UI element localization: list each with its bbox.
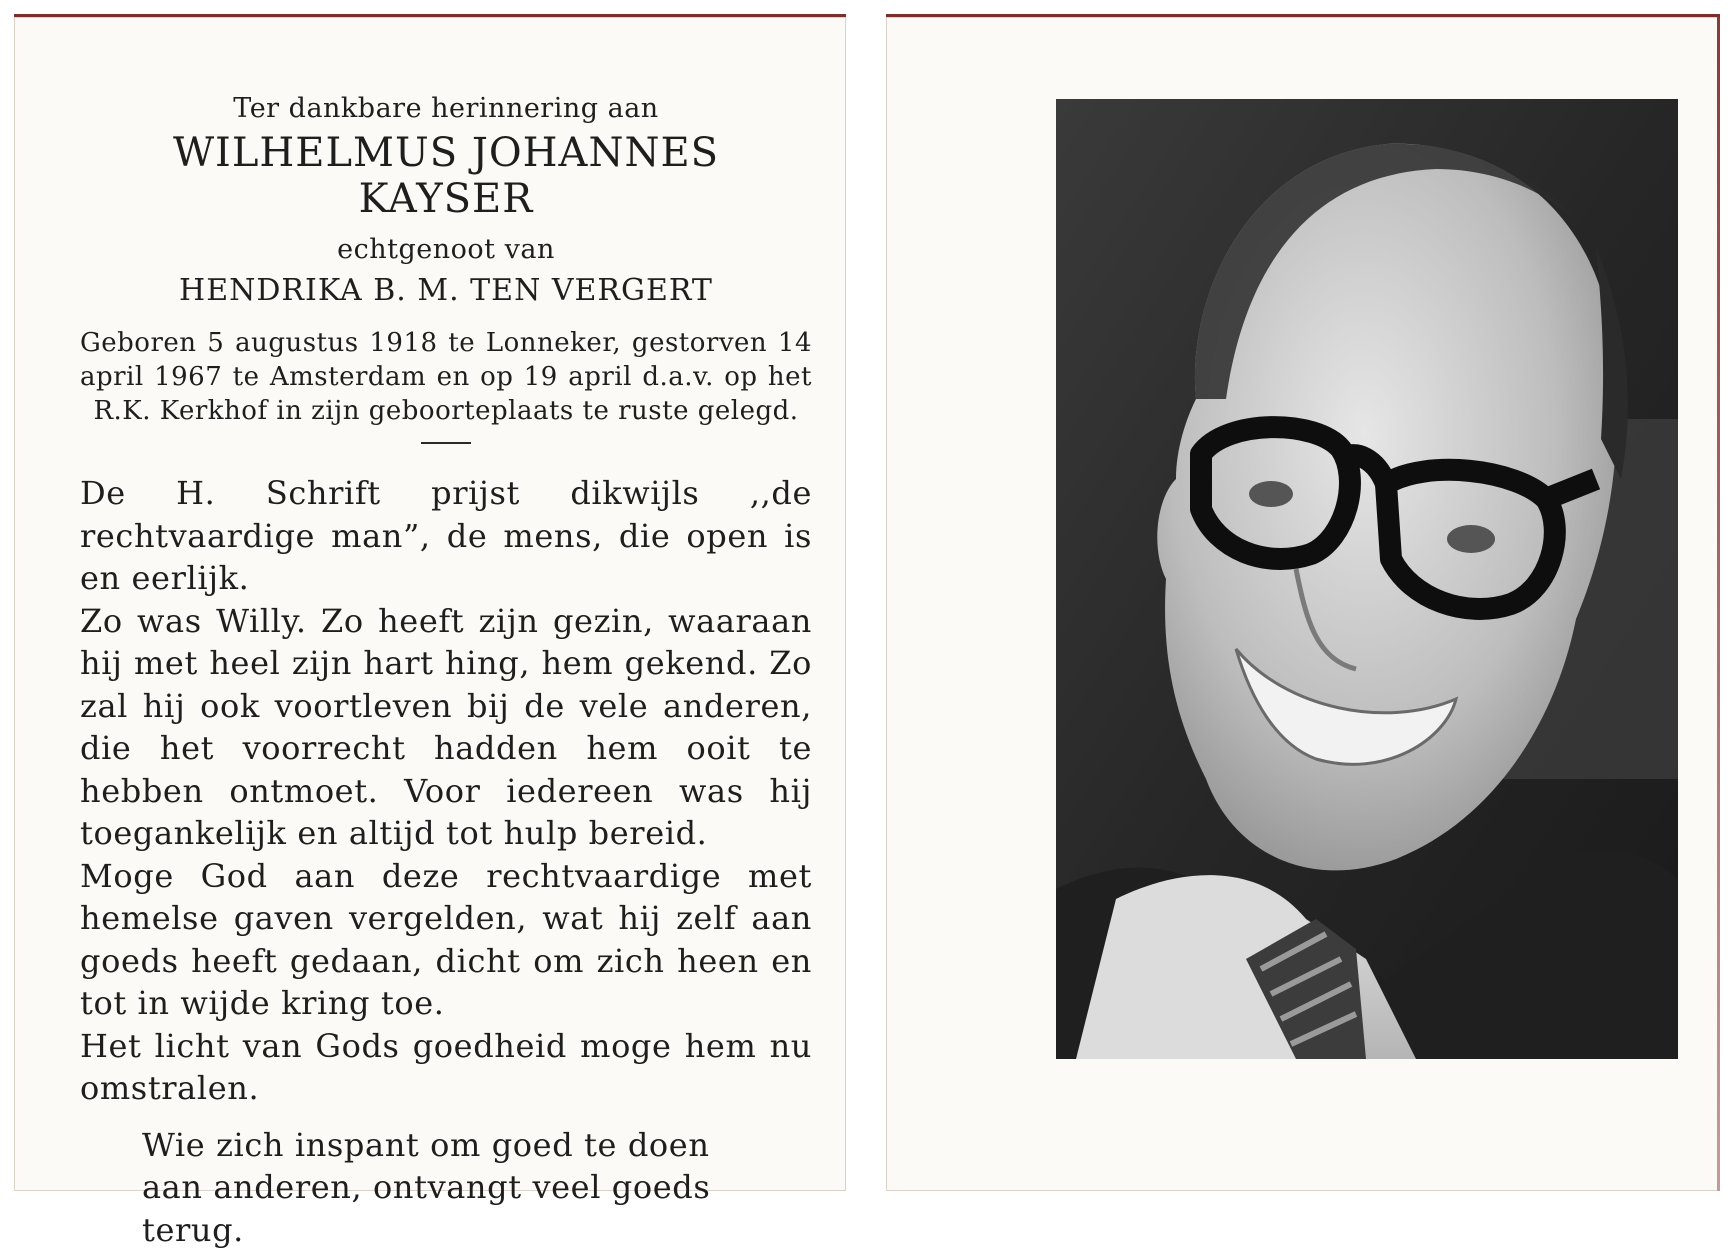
birth-death-details: Geboren 5 augustus 1918 te Lonneker, gestorven 14 april 1967 te Amsterdam en op 19 april d.a.v. op het R.K. Kerkhof in zijn geboorteplaats te ruste gelegd.	[80, 326, 812, 428]
spouse-name: HENDRIKA B. M. TEN VERGERT	[80, 273, 812, 308]
closing-line: Wie zich inspant om goed te doen	[142, 1124, 812, 1167]
memorial-card-photo	[886, 14, 1720, 1191]
portrait-photo-icon	[1056, 99, 1678, 1059]
deceased-name: WILHELMUS JOHANNES KAYSER	[80, 130, 812, 222]
divider	[421, 442, 471, 444]
memorial-card-text	[14, 14, 846, 1191]
intro-line: Ter dankbare herinnering aan	[80, 93, 812, 124]
memorial-text-block	[80, 83, 812, 1251]
verse-paragraph: De H. Schrift prijst dikwijls ,,de rechtvaardige man”, de mens, die open is en eerlijk.	[80, 472, 812, 600]
closing-quote	[142, 1124, 812, 1251]
verse-paragraph: Zo was Willy. Zo heeft zijn gezin, waaraan hij met heel zijn hart hing, hem gekend. Zo zal hij ook voortleven bij de vele anderen, die het voorrecht hadden hem ooit te hebben ontmoet. Voor iedereen was hij toegankelijk en altijd tot hulp bereid.	[80, 600, 812, 855]
remembrance-text	[80, 472, 812, 1110]
closing-line: aan anderen, ontvangt veel goeds terug.	[142, 1166, 812, 1251]
verse-paragraph: Het licht van Gods goedheid moge hem nu omstralen.	[80, 1025, 812, 1110]
spouse-label: echtgenoot van	[80, 234, 812, 265]
verse-paragraph: Moge God aan deze rechtvaardige met hemelse gaven vergelden, wat hij zelf aan goeds heeft gedaan, dicht om zich heen en tot in wijde kring toe.	[80, 855, 812, 1025]
portrait-photo-icon	[1056, 99, 1678, 1059]
